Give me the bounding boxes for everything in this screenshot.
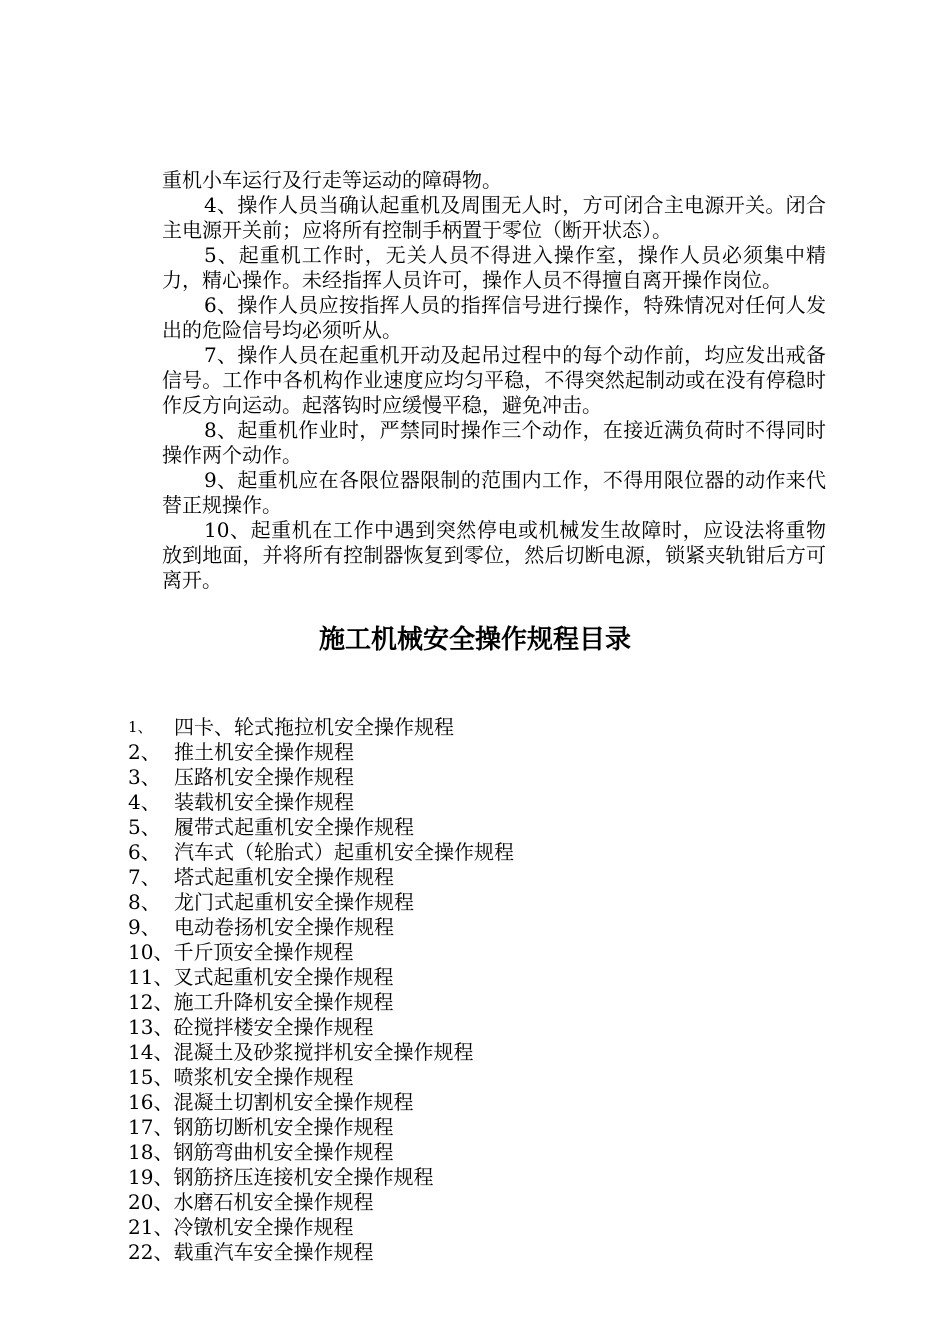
toc-item-label: 推土机安全操作规程 — [174, 740, 354, 764]
toc-item — [128, 915, 828, 940]
paragraph: 10、起重机在工作中遇到突然停电或机械发生故障时，应设法将重物放到地面，并将所有控制器恢复到零位，然后切断电源，锁紧夹轨钳后方可离开。 — [162, 518, 826, 592]
toc-item-number: 16、 — [128, 1090, 174, 1114]
toc-item-number: 4、 — [128, 790, 161, 814]
toc-item-label: 塔式起重机安全操作规程 — [174, 865, 394, 889]
toc-item — [128, 1215, 828, 1240]
toc-item-label: 载重汽车安全操作规程 — [173, 1240, 374, 1264]
toc-item-label: 钢筋挤压连接机安全操作规程 — [173, 1165, 434, 1189]
toc-item-label: 叉式起重机安全操作规程 — [173, 965, 394, 989]
toc-item-label: 履带式起重机安全操作规程 — [174, 815, 414, 839]
toc-item — [128, 890, 828, 915]
toc-item — [128, 740, 828, 765]
toc-item-label: 龙门式起重机安全操作规程 — [174, 890, 414, 914]
toc-item-number: 15、 — [128, 1065, 174, 1089]
toc-item — [128, 990, 828, 1015]
toc-item — [128, 790, 828, 815]
toc-item-number: 17、 — [128, 1115, 174, 1139]
toc-item-label: 混凝土及砂浆搅拌机安全操作规程 — [173, 1040, 474, 1064]
toc-item — [128, 1065, 828, 1090]
toc-item-label: 装载机安全操作规程 — [174, 790, 354, 814]
toc-item-number: 6、 — [128, 840, 161, 864]
toc-item-number: 12、 — [128, 990, 174, 1014]
toc-list — [128, 715, 828, 1265]
toc-item — [128, 815, 828, 840]
toc-item-label: 钢筋切断机安全操作规程 — [173, 1115, 394, 1139]
toc-item-number: 1、 — [128, 718, 153, 736]
toc-item — [128, 840, 828, 865]
toc-item-number: 11、 — [128, 965, 174, 989]
paragraph: 4、操作人员当确认起重机及周围无人时，方可闭合主电源开关。闭合主电源开关前；应将所有控制手柄置于零位（断开状态）。 — [162, 193, 826, 242]
toc-item-number: 5、 — [128, 815, 161, 839]
toc-item-number: 2、 — [128, 740, 161, 764]
toc-item — [128, 1165, 828, 1190]
toc-item-label: 千斤顶安全操作规程 — [173, 940, 354, 964]
toc-item — [128, 1140, 828, 1165]
toc-item — [128, 1115, 828, 1140]
toc-item-label: 施工升降机安全操作规程 — [173, 990, 394, 1014]
toc-item-number: 21、 — [128, 1215, 174, 1239]
toc-item — [128, 765, 828, 790]
toc-item-number: 9、 — [128, 915, 161, 939]
toc-item — [128, 1240, 828, 1265]
toc-item — [128, 1090, 828, 1115]
toc-item-number: 22、 — [128, 1240, 174, 1264]
toc-item-label: 汽车式（轮胎式）起重机安全操作规程 — [174, 840, 514, 864]
paragraph: 6、操作人员应按指挥人员的指挥信号进行操作，特殊情况对任何人发出的危险信号均必须听从。 — [162, 293, 826, 342]
paragraph: 5、起重机工作时，无关人员不得进入操作室，操作人员必须集中精力，精心操作。未经指挥人员许可，操作人员不得擅自离开操作岗位。 — [162, 243, 826, 292]
toc-item-label: 砼搅拌楼安全操作规程 — [173, 1015, 374, 1039]
toc-item-number: 8、 — [128, 890, 161, 914]
toc-item — [128, 865, 828, 890]
toc-item-number: 20、 — [128, 1190, 174, 1214]
toc-item-label: 喷浆机安全操作规程 — [173, 1065, 354, 1089]
paragraph: 8、起重机作业时，严禁同时操作三个动作，在接近满负荷时不得同时操作两个动作。 — [162, 418, 826, 467]
body-text — [162, 168, 826, 593]
paragraph: 9、起重机应在各限位器限制的范围内工作，不得用限位器的动作来代替正规操作。 — [162, 468, 826, 517]
toc-item-number: 18、 — [128, 1140, 174, 1164]
toc-item-number: 13、 — [128, 1015, 174, 1039]
toc-item — [128, 965, 828, 990]
toc-item — [128, 1190, 828, 1215]
toc-item-label: 冷镦机安全操作规程 — [173, 1215, 354, 1239]
toc-item-number: 19、 — [128, 1165, 174, 1189]
toc-item-number: 3、 — [128, 765, 161, 789]
toc-item — [128, 1040, 828, 1065]
toc-item-label: 电动卷扬机安全操作规程 — [174, 915, 394, 939]
toc-item-label: 水磨石机安全操作规程 — [173, 1190, 374, 1214]
paragraph: 重机小车运行及行走等运动的障碍物。 — [162, 168, 502, 192]
toc-item-number: 10、 — [128, 940, 174, 964]
toc-item-number: 14、 — [128, 1040, 174, 1064]
toc-item-label: 压路机安全操作规程 — [174, 765, 354, 789]
toc-item-number: 7、 — [128, 865, 161, 889]
toc-item-label: 四卡、轮式拖拉机安全操作规程 — [174, 715, 454, 739]
toc-item — [128, 1015, 828, 1040]
toc-title: 施工机械安全操作规程目录 — [318, 625, 631, 655]
toc-item-label: 钢筋弯曲机安全操作规程 — [173, 1140, 394, 1164]
toc-item — [128, 940, 828, 965]
paragraph: 7、操作人员在起重机开动及起吊过程中的每个动作前，均应发出戒备信号。工作中各机构作业速度应均匀平稳，不得突然起制动或在没有停稳时作反方向运动。起落钩时应缓慢平稳，避免冲击。 — [162, 343, 826, 417]
toc-item-label: 混凝土切割机安全操作规程 — [173, 1090, 414, 1114]
toc-item — [128, 715, 828, 740]
